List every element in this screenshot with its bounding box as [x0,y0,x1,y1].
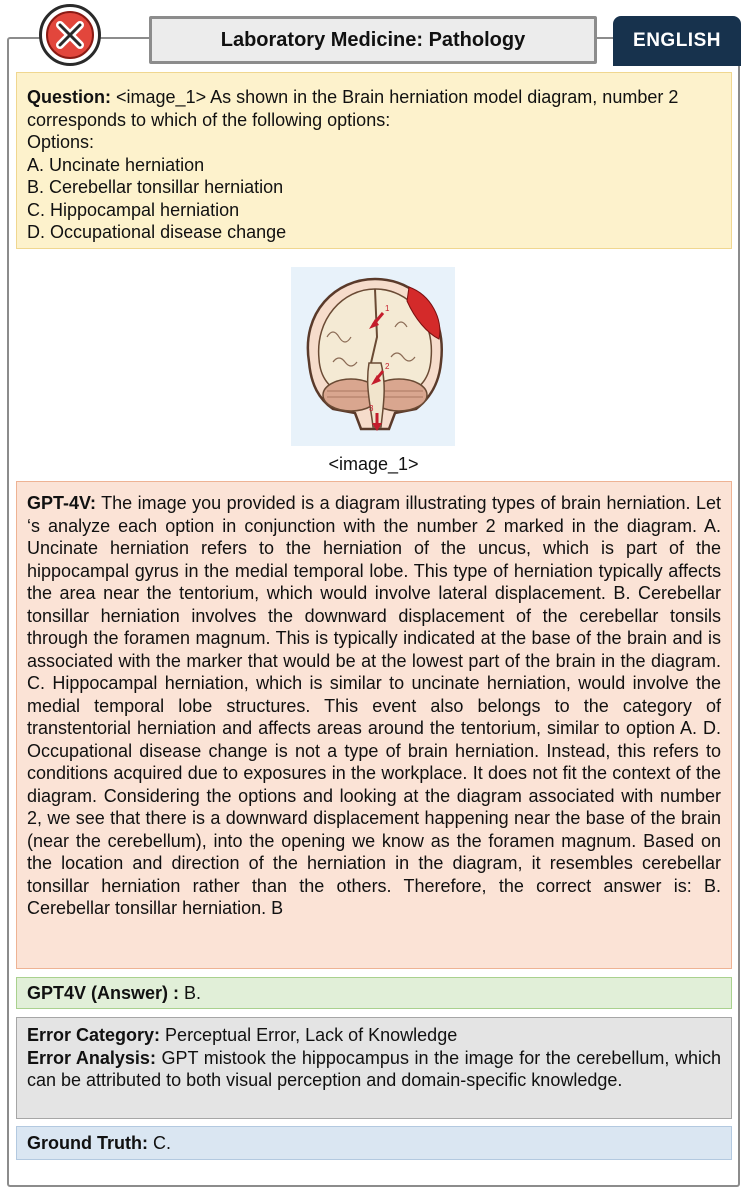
option-a: A. Uncinate herniation [27,154,205,175]
question-label: Question: [27,87,111,107]
error-category-line [27,1024,721,1047]
ground-truth-value: C. [153,1133,171,1153]
subject-title: Laboratory Medicine: Pathology [149,16,597,64]
option-c: C. Hippocampal herniation [27,199,240,220]
error-category-label: Error Category: [27,1025,161,1045]
model-response-panel [16,481,732,969]
header-connector-right [597,37,614,39]
option-d: D. Occupational disease change [27,222,287,242]
option-b: B. Cerebellar tonsillar herniation [27,177,284,197]
figure-caption: <image_1> [328,454,419,474]
wrong-x-icon [39,4,101,66]
question-body: <image_1> As shown in the Brain herniation model diagram, number 2 corresponds to which of the following options: [27,87,679,130]
error-analysis-value: GPT mistook the hippocampus in the image for the cerebellum, which can be attributed to both visual perception and domain-specific knowledge. [27,1047,721,1090]
error-analysis-line [27,1047,721,1092]
marker-3: 3 [369,404,374,413]
error-analysis-label: Error Analysis: [27,1047,156,1068]
language-tab: ENGLISH [613,16,741,66]
options-label: Options: [27,132,95,152]
question-panel [16,72,732,249]
error-analysis-panel [16,1017,732,1119]
marker-2: 2 [385,362,390,371]
ground-truth-label: Ground Truth: [27,1133,148,1153]
marker-1: 1 [385,304,390,313]
answer-value: B. [184,983,202,1003]
question-text [27,86,721,131]
brain-herniation-diagram [291,267,455,446]
ground-truth-panel [16,1126,732,1160]
answer-label: GPT4V (Answer) : [27,983,180,1003]
error-category-value: Perceptual Error, Lack of Knowledge [165,1025,458,1045]
response-label: GPT-4V: [27,493,97,513]
header-connector-left [101,37,150,39]
model-answer-panel [16,977,732,1009]
response-text: The image you provided is a diagram illustrating types of brain herniation. Let ‘s analyze each option in conjunction with the number 2 marked in the diagram. A. Uncinate herniation refers to the herniation of the uncus, which is part of the hippocampal gyrus in the medial temporal lobe. This type of herniation typically affects the area near the tentorium, which would involve lateral displacement. B. Cerebellar tonsillar herniation involves the downward displacement of the cerebellar tonsils through the foramen magnum. This is typically indicated at the base of the brain and is associated with the marker that would be at the lowest part of the brain in the diagram. C. Hippocampal herniation, which is similar to uncinate herniation, would involve the medial temporal lobe structures. This event also belongs to the category of transtentorial herniation and affects areas around the tentorium, similar to option A. D. Occupational disease change is not a type of brain herniation. Instead, this refers to conditions acquired due to exposures in the workplace. It does not fit the context of the diagram. Considering the options and looking at the diagram associated with number 2, we see that there is a downward displacement happening near the base of the brain (near the cerebellum), into the opening we know as the foramen magnum. Based on the location and direction of the herniation in the diagram, it resembles cerebellar tonsillar herniation rather than the others. Therefore, the correct answer is: B. Cerebellar tonsillar herniation. B [27,493,721,918]
